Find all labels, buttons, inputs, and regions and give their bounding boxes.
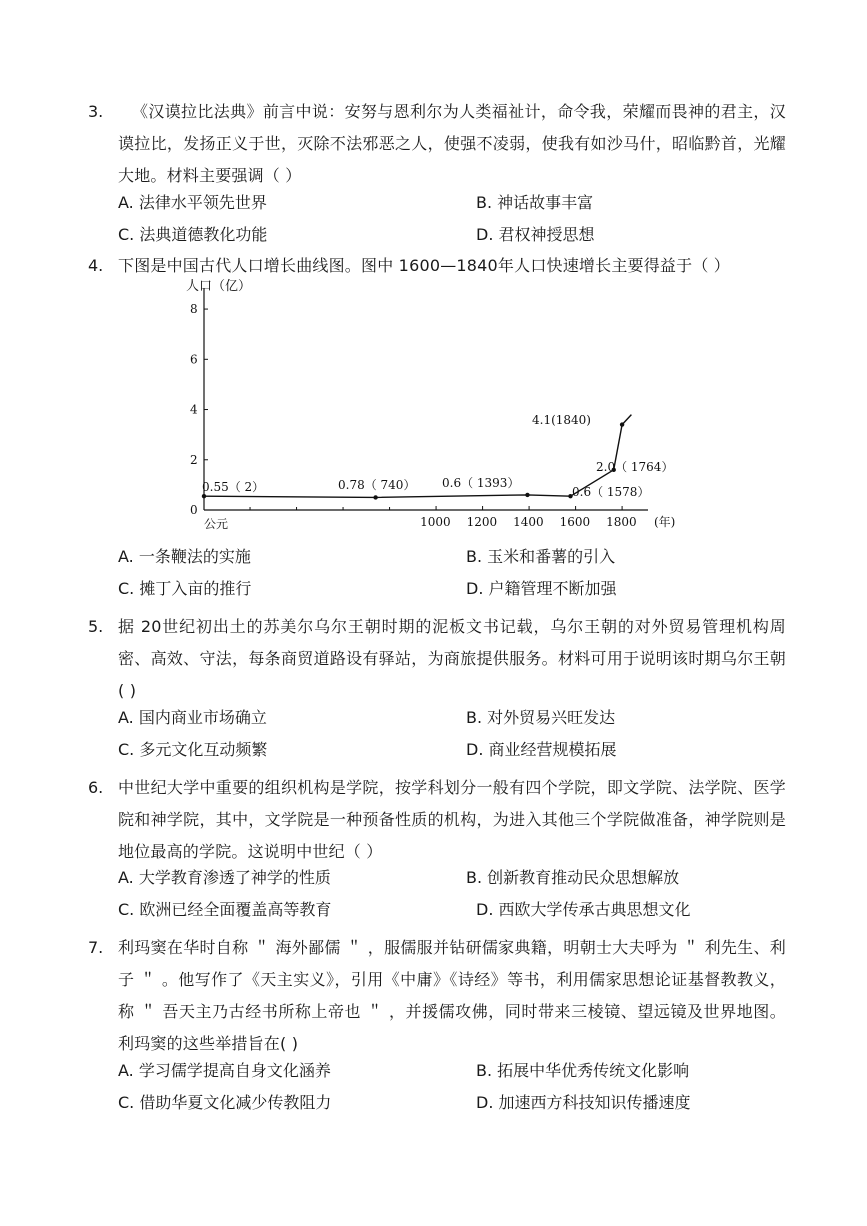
option-d[interactable]: D. 西欧大学传承古典思想文化: [476, 900, 691, 919]
data-point: [202, 494, 206, 498]
data-label: 2.0（ 1764）: [596, 460, 674, 474]
data-point: [525, 493, 529, 497]
question-number: 7.: [88, 938, 104, 957]
option-d[interactable]: D. 户籍管理不断加强: [466, 579, 617, 598]
option-d[interactable]: D. 商业经营规模拓展: [466, 740, 617, 759]
data-point: [620, 422, 624, 426]
option-c[interactable]: C. 借助华夏文化减少传教阻力: [118, 1093, 332, 1112]
option-a[interactable]: A. 法律水平领先世界: [118, 193, 267, 212]
data-label: 0.6（ 1578）: [572, 485, 650, 499]
option-b[interactable]: B. 创新教育推动民众思想解放: [466, 868, 680, 887]
data-label: 0.6（ 1393）: [442, 476, 520, 490]
data-label: 4.1(1840): [532, 413, 591, 427]
x-tick-label: 1600: [559, 515, 591, 529]
option-a[interactable]: A. 大学教育渗透了神学的性质: [118, 868, 331, 887]
data-point: [373, 495, 377, 499]
y-tick-label: 2: [190, 452, 198, 467]
question-stem: 中世纪大学中重要的组织机构是学院，按学科划分一般有四个学院，即文学院、法学院、医学院和神学院，其中，文学院是一种预备性质的机构，为进入其他三个学院做准备，神学院则是地位最高的学院。这说明中世纪（ ）: [118, 778, 786, 861]
option-b[interactable]: B. 拓展中华优秀传统文化影响: [476, 1061, 690, 1080]
question-number: 6.: [88, 778, 104, 797]
y-tick-label: 8: [190, 302, 198, 317]
y-tick-label: 6: [190, 352, 198, 367]
x-tick-label: 1800: [606, 515, 637, 529]
x-origin-label: 公元: [204, 517, 229, 531]
question-stem: 《汉谟拉比法典》前言中说：安努与恩利尔为人类福祉计，命令我，荣耀而畏神的君主，汉谟拉比，发扬正义于世，灭除不法邪恶之人，使强不凌弱，使我有如沙马什，昭临黔首，光耀大地。材料主要强调（ ）: [118, 102, 786, 185]
question-stem: 下图是中国古代人口增长曲线图。图中 1600—1840年人口快速增长主要得益于（ ）: [118, 256, 731, 275]
x-tick-label: 1400: [513, 515, 544, 529]
y-axis-label: 人口（亿）: [186, 279, 252, 294]
option-c[interactable]: C. 法典道德教化功能: [118, 225, 268, 244]
data-label: 0.78（ 740）: [338, 478, 416, 492]
population-chart: [180, 278, 700, 534]
question-number: 4.: [88, 256, 104, 275]
option-c[interactable]: C. 欧洲已经全面覆盖高等教育: [118, 900, 332, 919]
option-b[interactable]: B. 对外贸易兴旺发达: [466, 708, 616, 727]
option-b[interactable]: B. 神话故事丰富: [476, 193, 594, 212]
x-axis-label: (年): [654, 515, 676, 529]
question-number: 5.: [88, 617, 104, 636]
option-d[interactable]: D. 君权神授思想: [476, 225, 595, 244]
y-tick-label: 0: [190, 503, 198, 517]
question-stem: 据 20世纪初出土的苏美尔乌尔王朝时期的泥板文书记载，乌尔王朝的对外贸易管理机构周密、高效、守法，每条商贸道路设有驿站，为商旅提供服务。材料可用于说明该时期乌尔王朝( ): [118, 617, 786, 700]
option-b[interactable]: B. 玉米和番薯的引入: [466, 547, 616, 566]
question-number: 3.: [88, 102, 104, 121]
option-c[interactable]: C. 多元文化互动频繁: [118, 740, 268, 759]
question-stem: 利玛窦在华时自称 ＂ 海外鄙儒 ＂ ，服儒服并钻研儒家典籍，明朝士大夫呼为 ＂ 利先生、利子 ＂ 。他写作了《天主实义》，引用《中庸》《诗经》等书，利用儒家思想论证基督教教义，称 ＂ 吾天主乃古经书所称上帝也 ＂ ，并援儒攻佛，同时带来三棱镜、望远镜及世界地图。利玛窦的这些举措旨在( ): [118, 938, 786, 1053]
option-a[interactable]: A. 国内商业市场确立: [118, 708, 267, 727]
y-tick-label: 4: [190, 402, 198, 417]
x-tick-label: 1200: [466, 515, 498, 529]
option-a[interactable]: A. 学习儒学提高自身文化涵养: [118, 1061, 331, 1080]
option-d[interactable]: D. 加速西方科技知识传播速度: [476, 1093, 691, 1112]
option-a[interactable]: A. 一条鞭法的实施: [118, 547, 251, 566]
population-line: [204, 415, 631, 498]
data-label: 0.55（ 2）: [202, 480, 265, 494]
option-c[interactable]: C. 摊丁入亩的推行: [118, 579, 252, 598]
x-tick-label: 1000: [420, 515, 451, 529]
